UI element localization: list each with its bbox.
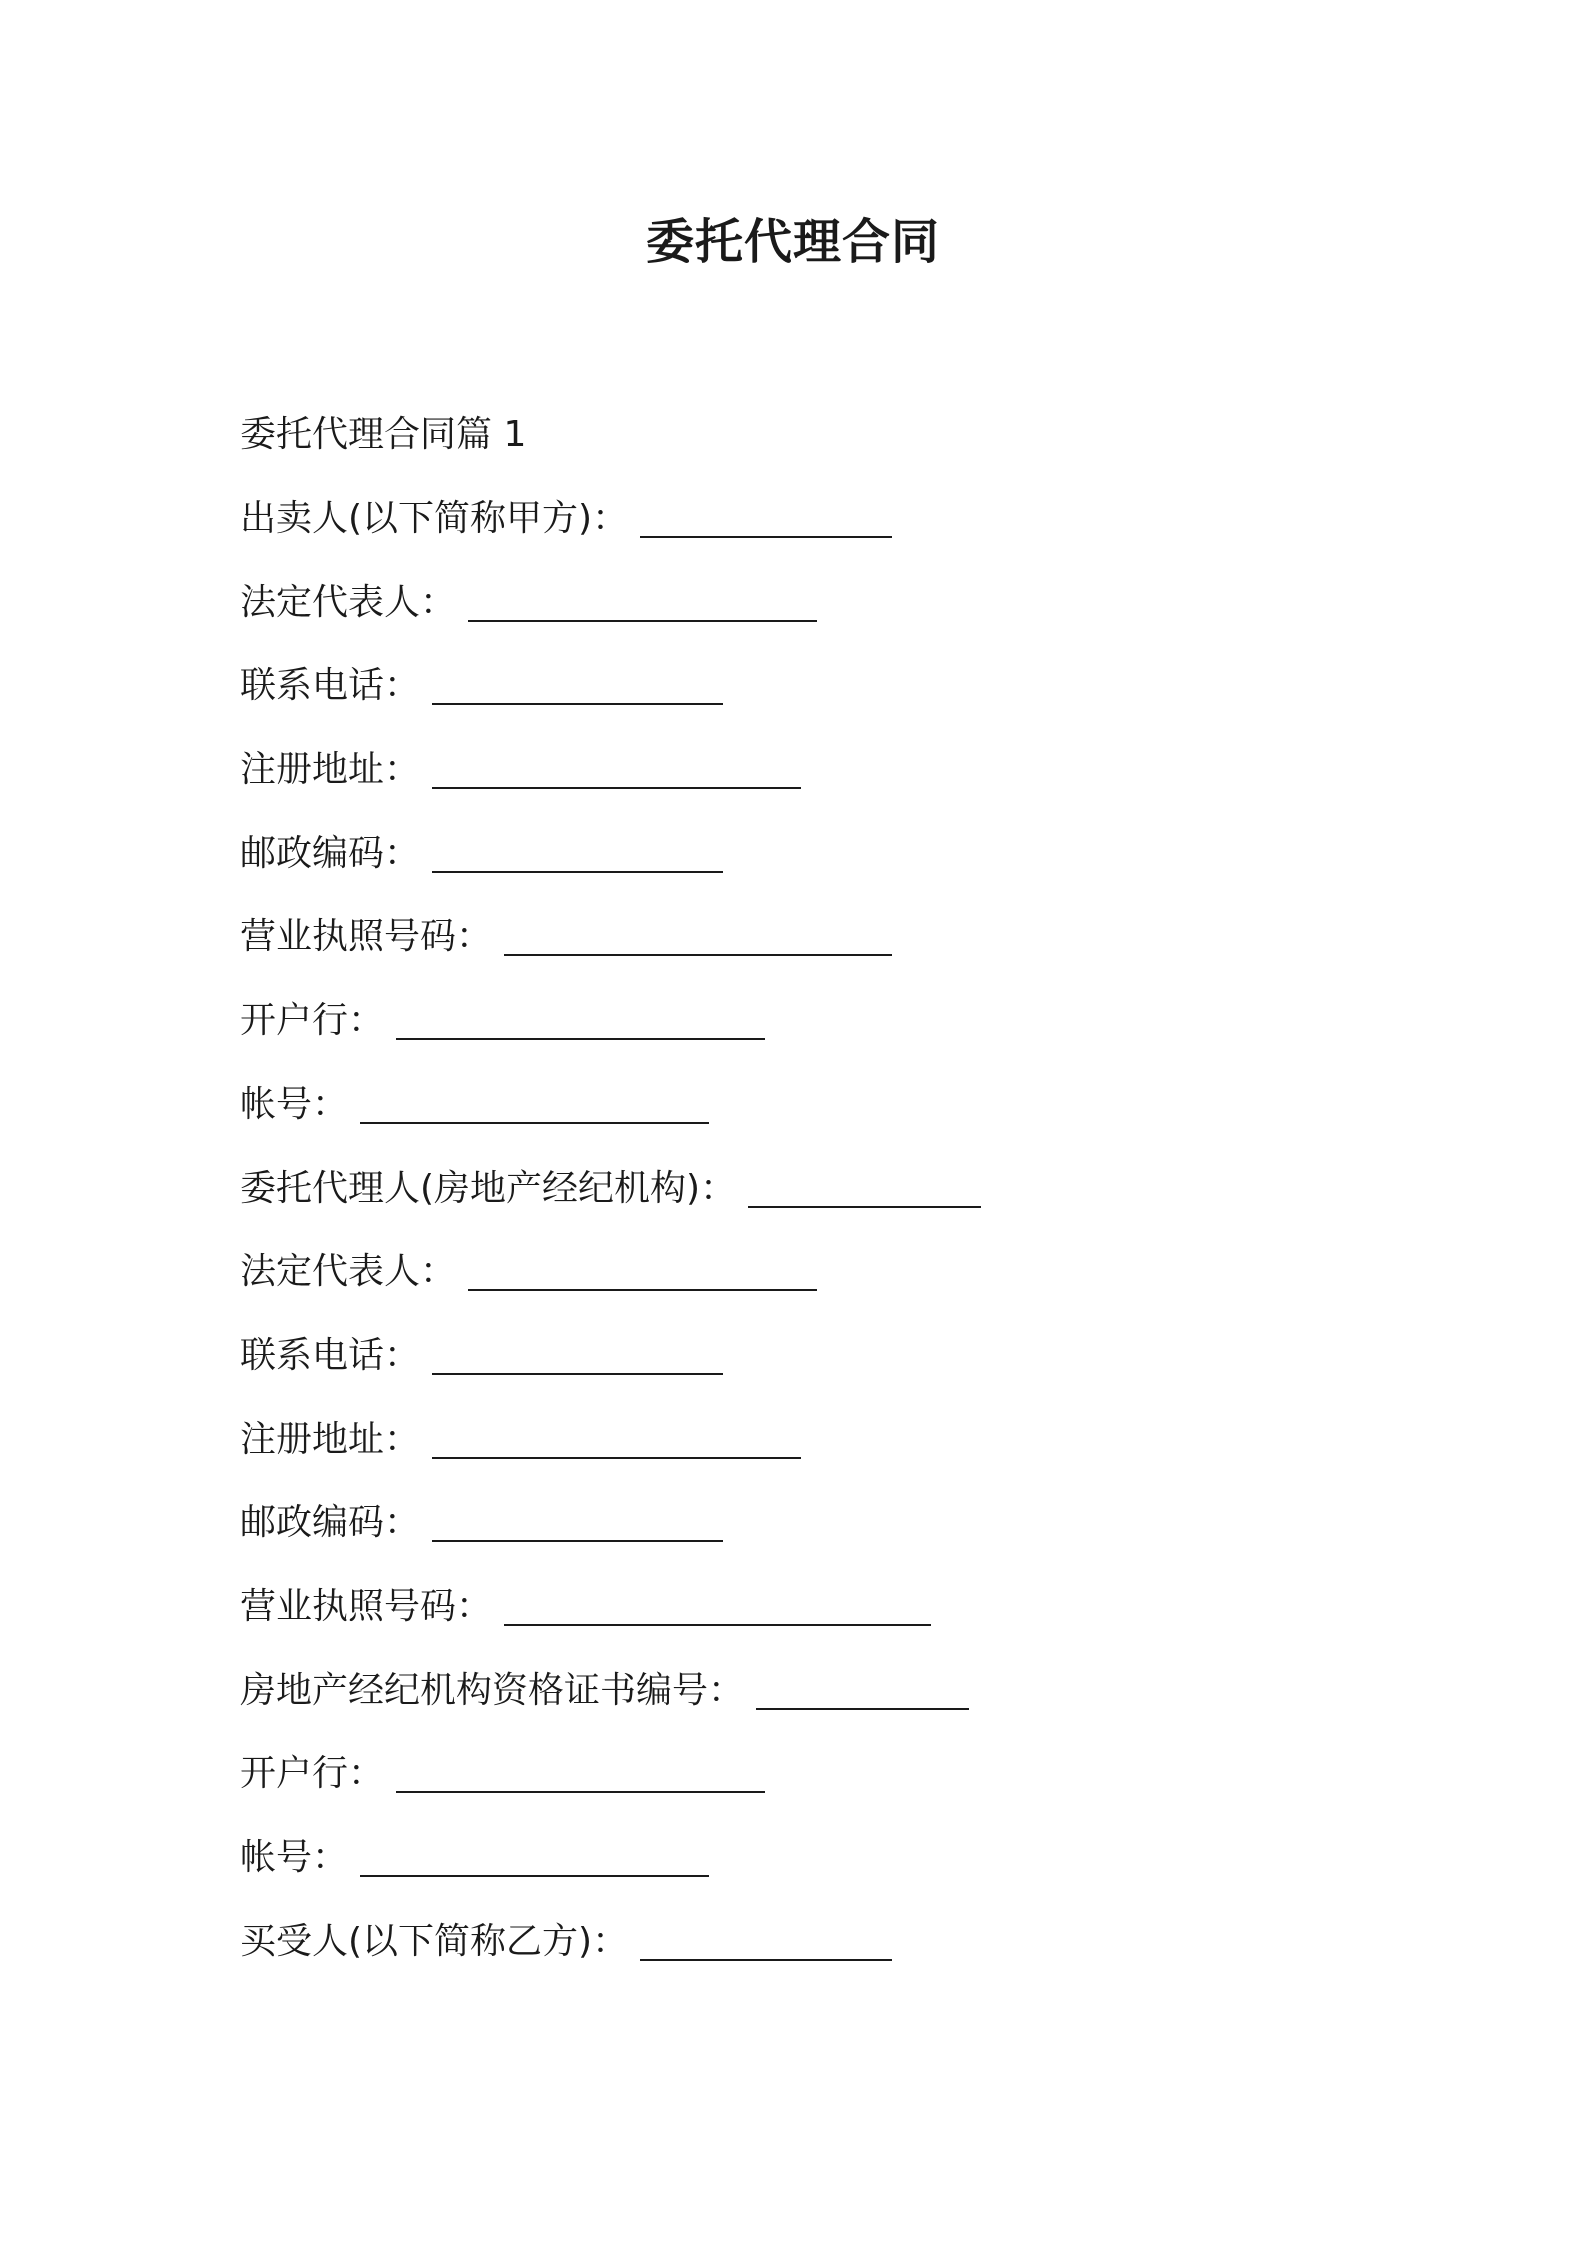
field-colon: ： <box>384 1334 421 1376</box>
form-field-row <box>240 994 1440 1078</box>
field-colon: ： <box>456 916 493 958</box>
fill-in-blank[interactable] <box>640 1919 892 1961</box>
field-colon: ： <box>456 1585 493 1627</box>
field-colon: ： <box>312 1837 349 1878</box>
section-title: 委托代理合同篇 1 <box>240 414 527 455</box>
fill-in-blank[interactable] <box>432 1500 723 1542</box>
field-label: 出卖人(以下简称甲方) <box>240 498 593 539</box>
field-colon: ： <box>420 1251 457 1293</box>
field-label: 营业执照号码 <box>240 916 457 958</box>
fill-in-blank[interactable] <box>360 1082 709 1124</box>
field-colon: ： <box>384 1502 421 1544</box>
field-label: 联系电话 <box>240 1334 385 1376</box>
fill-in-blank[interactable] <box>396 1751 765 1793</box>
form-field-row <box>240 576 1440 660</box>
field-colon: ： <box>592 498 629 539</box>
form-field-row <box>240 492 1440 576</box>
field-colon: ： <box>420 581 457 623</box>
form-field-row <box>240 1747 1440 1831</box>
fill-in-blank[interactable] <box>468 580 817 622</box>
field-colon: ： <box>312 1083 349 1125</box>
field-label: 委托代理人(房地产经纪机构) <box>240 1167 701 1209</box>
fill-in-blank[interactable] <box>504 1584 931 1626</box>
field-colon: ： <box>384 665 421 707</box>
form-field-row <box>240 1915 1440 1999</box>
field-label: 法定代表人 <box>240 1251 421 1293</box>
field-label: 邮政编码 <box>240 832 385 874</box>
form-field-row <box>240 1078 1440 1162</box>
fill-in-blank[interactable] <box>432 1333 723 1375</box>
fill-in-blank[interactable] <box>432 747 801 789</box>
field-label: 邮政编码 <box>240 1502 385 1544</box>
field-label: 联系电话 <box>240 665 385 707</box>
field-colon: ： <box>348 1753 385 1795</box>
field-label: 法定代表人 <box>240 581 421 623</box>
form-field-row <box>240 1580 1440 1664</box>
form-field-row <box>240 1329 1440 1413</box>
form-field-row <box>240 1664 1440 1748</box>
form-field-row <box>240 1162 1440 1246</box>
fill-in-blank[interactable] <box>748 1166 981 1208</box>
field-colon: ： <box>700 1167 737 1209</box>
field-label: 开户行 <box>240 1753 349 1795</box>
field-colon: ： <box>384 749 421 791</box>
form-field-row <box>240 1496 1440 1580</box>
fill-in-blank[interactable] <box>432 663 723 705</box>
field-label: 注册地址 <box>240 1418 385 1460</box>
fill-in-blank[interactable] <box>432 831 723 873</box>
fill-in-blank[interactable] <box>756 1668 969 1710</box>
field-label: 帐号 <box>240 1083 313 1125</box>
fill-in-blank[interactable] <box>640 496 892 538</box>
fill-in-blank[interactable] <box>396 998 765 1040</box>
field-label: 营业执照号码 <box>240 1585 457 1627</box>
field-list <box>240 492 1440 1998</box>
form-field-row <box>240 1831 1440 1915</box>
field-label: 开户行 <box>240 1000 349 1042</box>
field-colon: ： <box>592 1920 629 1962</box>
field-colon: ： <box>384 1418 421 1460</box>
form-field-row <box>240 1413 1440 1497</box>
form-field-row <box>240 1245 1440 1329</box>
field-label: 帐号 <box>240 1837 313 1878</box>
document-title: 委托代理合同 <box>645 214 940 270</box>
form-field-row <box>240 659 1440 743</box>
field-colon: ： <box>708 1669 745 1711</box>
fill-in-blank[interactable] <box>468 1249 817 1291</box>
form-field-row <box>240 827 1440 911</box>
field-label: 房地产经纪机构资格证书编号 <box>240 1669 709 1711</box>
form-field-row <box>240 910 1440 994</box>
fill-in-blank[interactable] <box>504 914 892 956</box>
field-colon: ： <box>384 832 421 874</box>
field-label: 买受人(以下简称乙方) <box>240 1920 593 1962</box>
form-field-row <box>240 743 1440 827</box>
field-colon: ： <box>348 1000 385 1042</box>
fill-in-blank[interactable] <box>432 1417 801 1459</box>
fill-in-blank[interactable] <box>360 1835 709 1877</box>
field-label: 注册地址 <box>240 749 385 791</box>
